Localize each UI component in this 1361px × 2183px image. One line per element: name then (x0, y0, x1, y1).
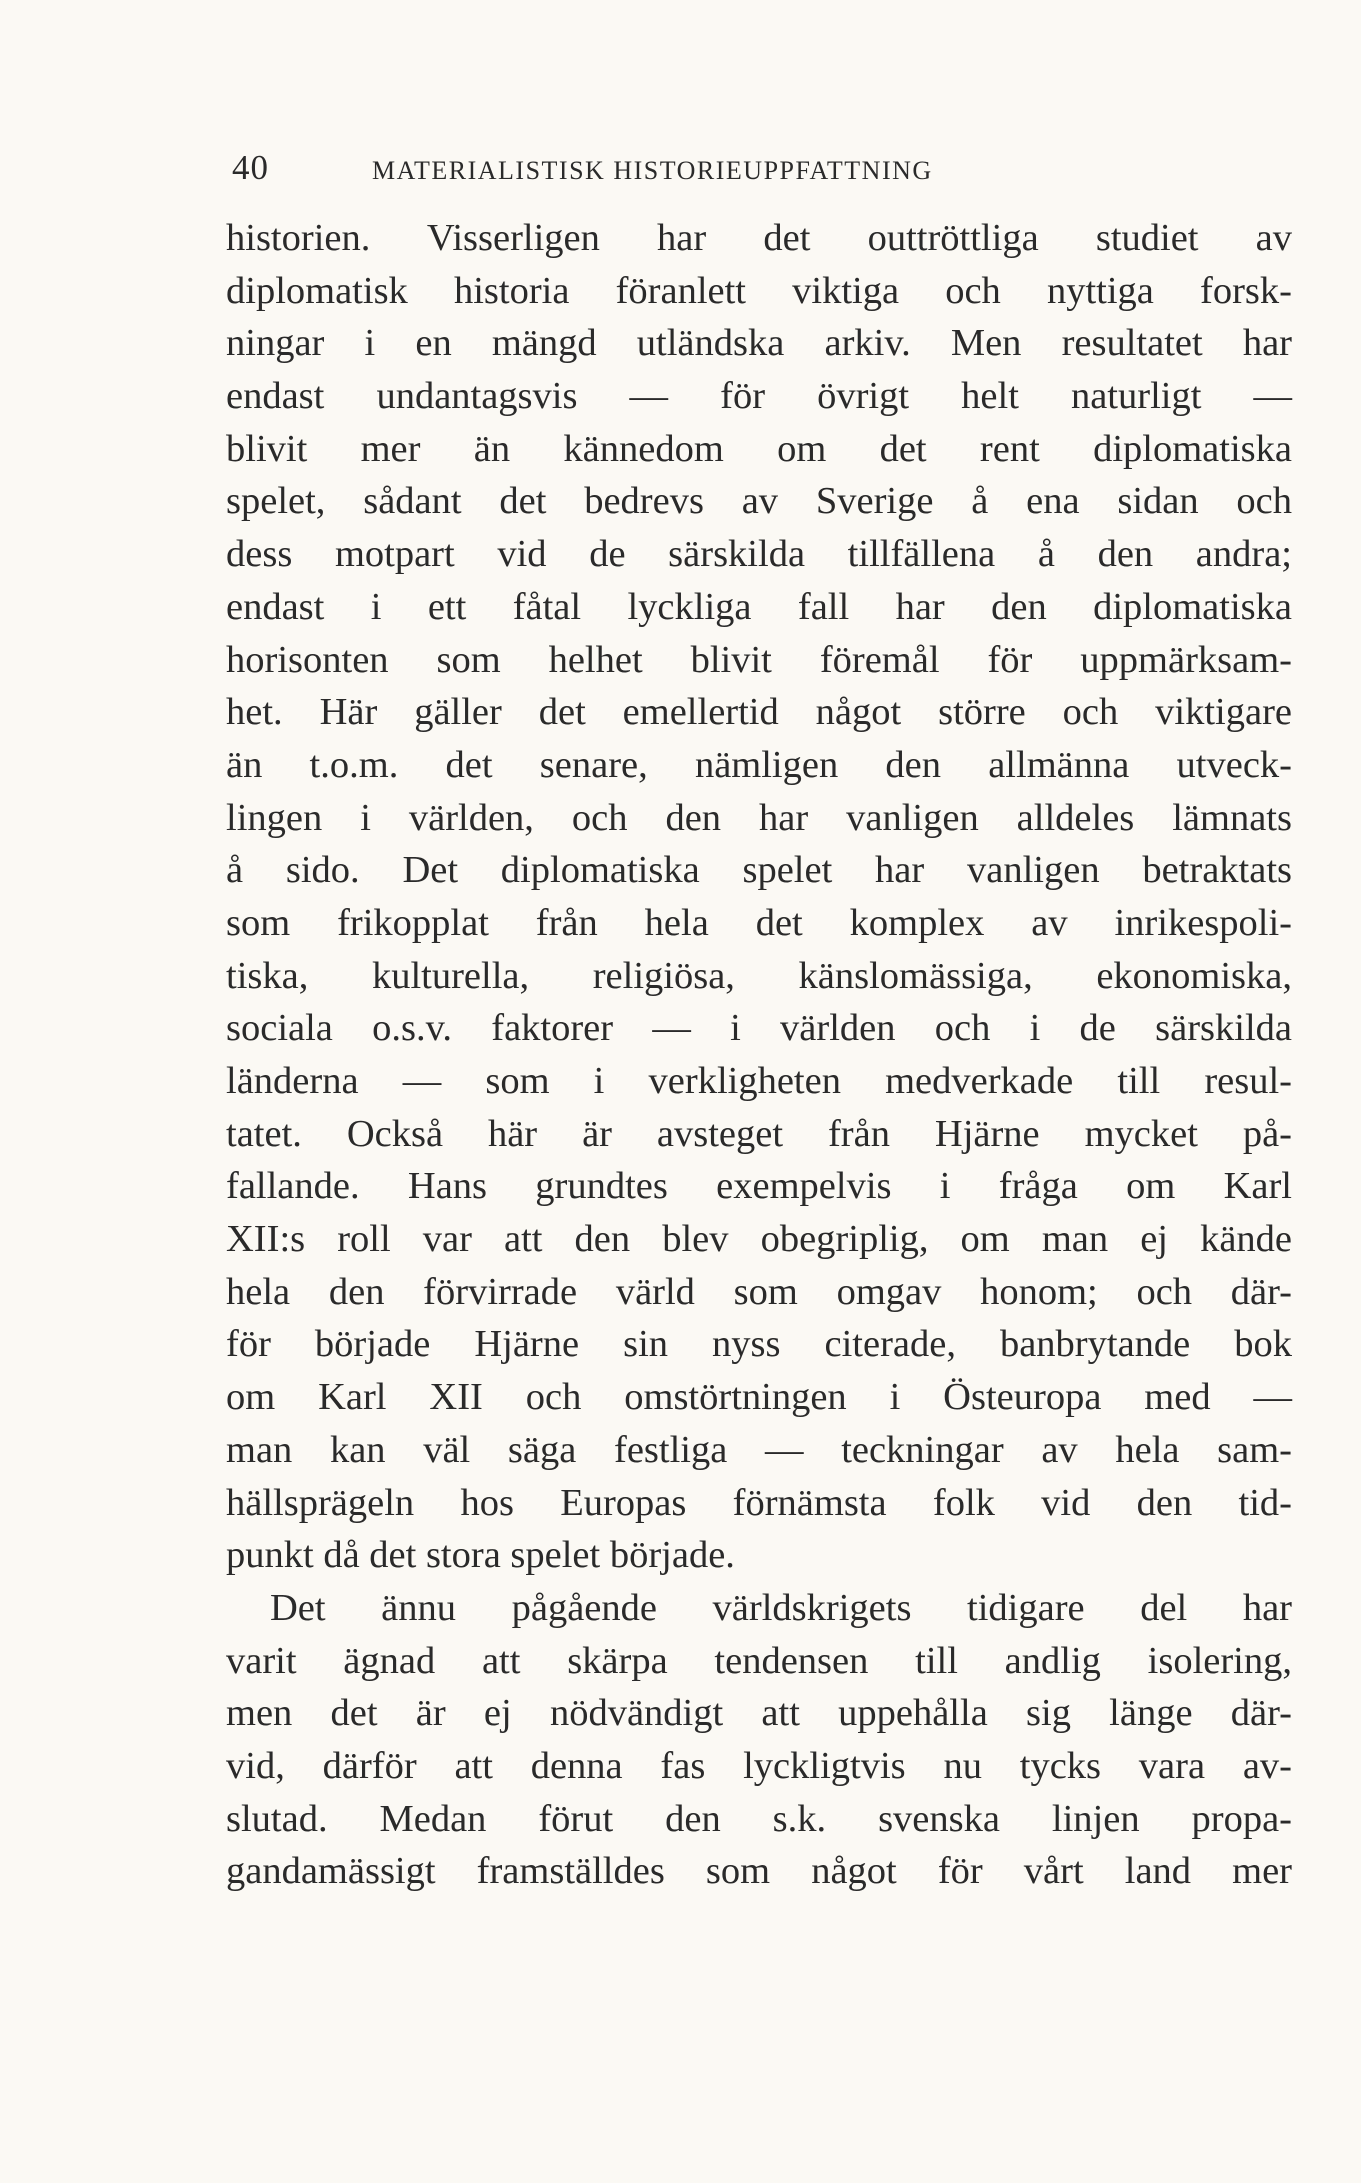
text-line: XII:s roll var att den blev obegriplig, om man ej kände (226, 1218, 1292, 1261)
text-line: tatet. Också här är avsteget från Hjärne mycket på- (226, 1112, 1292, 1155)
text-line: sociala o.s.v. faktorer — i världen och i de särskilda (226, 1007, 1292, 1050)
text-line: endast i ett fåtal lyckliga fall har den diplomatiska (226, 585, 1292, 628)
text-line: fallande. Hans grundtes exempelvis i fråga om Karl (226, 1165, 1292, 1208)
text-line: man kan väl säga festliga — teckningar av hela sam- (226, 1428, 1292, 1471)
text-line: ningar i en mängd utländska arkiv. Men resultatet har (226, 322, 1292, 365)
text-line: som frikopplat från hela det komplex av inrikespoli- (226, 901, 1292, 944)
text-line: slutad. Medan förut den s.k. svenska linjen propa- (226, 1797, 1292, 1840)
text-line: varit ägnad att skärpa tendensen till andlig isolering, (226, 1639, 1292, 1682)
text-line: punkt då det stora spelet började. (226, 1534, 735, 1577)
text-line: blivit mer än kännedom om det rent diplomatiska (226, 427, 1292, 470)
text-line: tiska, kulturella, religiösa, känslomässiga, ekonomiska, (226, 954, 1292, 997)
text-line: diplomatisk historia föranlett viktiga och nyttiga forsk- (226, 269, 1292, 312)
text-line: horisonten som helhet blivit föremål för uppmärksam- (226, 638, 1292, 681)
text-line: spelet, sådant det bedrevs av Sverige å ena sidan och (226, 480, 1292, 523)
text-line: men det är ej nödvändigt att uppehålla sig länge där- (226, 1692, 1292, 1735)
text-line: om Karl XII och omstörtningen i Östeuropa med — (226, 1376, 1292, 1419)
text-line: dess motpart vid de särskilda tillfällena å den andra; (226, 533, 1292, 576)
text-line: å sido. Det diplomatiska spelet har vanligen betraktats (226, 849, 1292, 892)
text-line: än t.o.m. det senare, nämligen den allmänna utveck- (226, 743, 1292, 786)
text-line: länderna — som i verkligheten medverkade till resul- (226, 1060, 1292, 1102)
text-line: endast undantagsvis — för övrigt helt naturligt — (226, 375, 1292, 418)
text-line: het. Här gäller det emellertid något större och viktigare (226, 691, 1292, 734)
page-number: 40 (232, 148, 269, 187)
text-line: hela den förvirrade värld som omgav honom; och där- (226, 1270, 1292, 1313)
paragraph-1 (226, 212, 1292, 1582)
running-title: MATERIALISTISK HISTORIEUPPFATTNING (372, 156, 933, 185)
text-line: för började Hjärne sin nyss citerade, banbrytande bok (226, 1323, 1292, 1366)
text-line: hällsprägeln hos Europas förnämsta folk vid den tid- (226, 1481, 1292, 1524)
text-line: lingen i världen, och den har vanligen alldeles lämnats (226, 796, 1292, 839)
text-line: gandamässigt framställdes som något för vårt land mer (226, 1850, 1292, 1893)
paragraph-2 (226, 1582, 1292, 1898)
page-header (232, 148, 1292, 198)
text-line: vid, därför att denna fas lyckligtvis nu tycks vara av- (226, 1744, 1292, 1787)
text-line: Det ännu pågående världskrigets tidigare del har (270, 1586, 1292, 1629)
page-body (226, 212, 1292, 1898)
text-line: historien. Visserligen har det outtröttliga studiet av (226, 217, 1292, 259)
